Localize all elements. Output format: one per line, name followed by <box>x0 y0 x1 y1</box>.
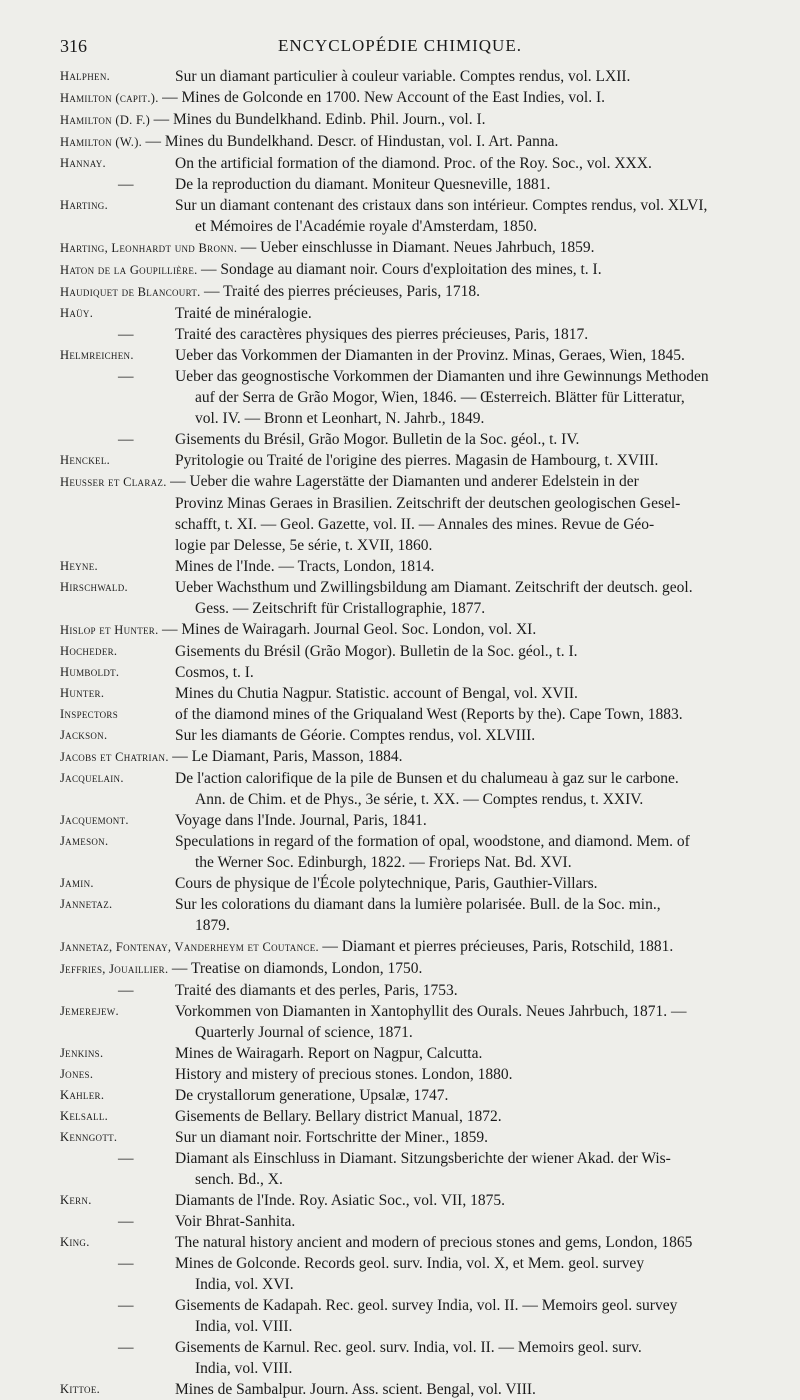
entry-text-line: Gisements de Bellary. Bellary district Manual, 1872. <box>175 1108 502 1125</box>
entry-text-line: The natural history ancient and modern of precious stones and gems, London, 1865 <box>175 1234 693 1251</box>
entry-text-line: — Le Diamant, Paris, Masson, 1884. <box>172 748 403 765</box>
entry-text-line: Speculations in regard of the formation of opal, woodstone, and diamond. Mem. of <box>175 833 690 850</box>
author-name: Kittoe. <box>60 1382 101 1396</box>
entry-body <box>175 324 792 345</box>
bibliography-entry <box>0 980 800 1001</box>
author-name: Hamilton (W.). <box>60 135 146 149</box>
entry-text-line: — Mines du Bundelkhand. Edinb. Phil. Journ., vol. I. <box>153 111 486 128</box>
author-name: Jacobs et Chatrian. <box>60 750 173 764</box>
bibliography-entry <box>0 324 800 345</box>
entry-text-line: Gisements de Karnul. Rec. geol. surv. India, vol. II. — Memoirs geol. surv. <box>175 1339 642 1356</box>
bibliography-entry <box>0 873 800 894</box>
entry-full-text <box>60 87 792 109</box>
ditto-dash: — <box>118 1297 134 1314</box>
author-name: Kern. <box>60 1193 92 1207</box>
entry-text-line: Traité des caractères physiques des pierres précieuses, Paris, 1817. <box>175 326 589 343</box>
entry-text-line: — Mines du Bundelkhand. Descr. of Hindustan, vol. I. Art. Panna. <box>145 133 559 150</box>
bibliography-entry <box>0 831 800 873</box>
entry-body <box>175 683 792 704</box>
bibliography-entry <box>0 1253 800 1295</box>
entry-body <box>175 556 792 577</box>
bibliography-entry <box>0 746 800 768</box>
bibliography-entry <box>0 936 800 958</box>
entry-body <box>175 1001 792 1043</box>
ditto-dash: — <box>118 982 134 999</box>
bibliography-entry <box>0 174 800 195</box>
entry-body <box>175 66 792 87</box>
entry-body <box>175 980 792 1001</box>
entry-text-line: Pyritologie ou Traité de l'origine des pierres. Magasin de Hambourg, t. XVIII. <box>175 452 659 469</box>
entry-full-text <box>60 958 792 980</box>
entry-body <box>175 1127 792 1148</box>
author-name: Harting. <box>60 198 109 212</box>
author-name: Inspectors <box>60 707 119 721</box>
entry-body <box>175 1106 792 1127</box>
entry-text-line: Quarterly Journal of science, 1871. <box>195 1024 413 1041</box>
author-name: Heyne. <box>60 559 98 573</box>
entry-text-line: Gisements du Brésil, Grão Mogor. Bulletin de la Soc. géol., t. IV. <box>175 431 580 448</box>
bibliography-entry <box>0 641 800 662</box>
entry-full-text <box>60 746 792 768</box>
entry-text-line: sench. Bd., X. <box>195 1171 283 1188</box>
entry-text-line: Cosmos, t. I. <box>175 664 254 681</box>
entry-body <box>175 429 792 450</box>
entry-text-line: De crystallorum generatione, Upsalæ, 1747. <box>175 1087 449 1104</box>
entry-text-line: auf der Serra de Grão Mogor, Wien, 1846. — Œsterreich. Blätter für Litteratur, <box>195 389 685 406</box>
author-name: Jemerejew. <box>60 1004 119 1018</box>
entry-text-line: Provinz Minas Geraes in Brasilien. Zeitschrift der deutschen geologischen Gesel- <box>175 495 681 512</box>
entry-text-line: — Treatise on diamonds, London, 1750. <box>171 960 423 977</box>
author-name: Hocheder. <box>60 644 118 658</box>
bibliography-entry <box>0 281 800 303</box>
entry-text-line: Sur un diamant contenant des cristaux dans son intérieur. Comptes rendus, vol. XLVI, <box>175 197 708 214</box>
entry-body <box>175 1043 792 1064</box>
entry-text-line: India, vol. VIII. <box>195 1360 293 1377</box>
entry-text-line: De l'action calorifique de la pile de Bunsen et du chalumeau à gaz sur le carbone. <box>175 770 679 787</box>
entry-body <box>175 1148 792 1190</box>
entry-text-line: the Werner Soc. Edinburgh, 1822. — Frorieps Nat. Bd. XVI. <box>195 854 572 871</box>
entry-text-line: Mines du Chutia Nagpur. Statistic. account of Bengal, vol. XVII. <box>175 685 578 702</box>
author-name: Hannay. <box>60 156 106 170</box>
author-name: Haüy. <box>60 306 94 320</box>
entry-body <box>175 1295 792 1337</box>
entry-text-line: — Traité des pierres précieuses, Paris, 1718. <box>204 283 480 300</box>
bibliography-entry <box>0 894 800 936</box>
entry-text-line: — Diamant et pierres précieuses, Paris, Rotschild, 1881. <box>322 938 674 955</box>
entry-text-line: Traité de minéralogie. <box>175 305 312 322</box>
entry-full-text <box>60 619 792 641</box>
entry-text-line: — Ueber die wahre Lagerstätte der Diamanten und anderer Edelstein in der <box>170 473 639 490</box>
bibliography-entry <box>0 556 800 577</box>
bibliography-entry <box>0 1043 800 1064</box>
bibliography-entry <box>0 450 800 471</box>
entry-text-line: India, vol. XVI. <box>195 1276 294 1293</box>
entry-body <box>175 873 792 894</box>
bibliography-entry <box>0 87 800 109</box>
entry-text-line: et Mémoires de l'Académie royale d'Amsterdam, 1850. <box>195 218 538 235</box>
ditto-dash: — <box>118 1213 134 1230</box>
entry-text-line: Voir Bhrat-Sanhita. <box>175 1213 296 1230</box>
ditto-dash: — <box>118 1150 134 1167</box>
author-name: Hunter. <box>60 686 105 700</box>
entry-full-text <box>60 259 792 281</box>
bibliography-entry <box>0 1379 800 1400</box>
entry-text-line: — Mines de Wairagarh. Journal Geol. Soc. London, vol. XI. <box>161 621 537 638</box>
bibliography-entry <box>0 366 800 429</box>
entry-body <box>175 641 792 662</box>
author-name: Hirschwald. <box>60 580 128 594</box>
entry-text-line: Sur les diamants de Géorie. Comptes rendus, vol. XLVIII. <box>175 727 536 744</box>
entry-body <box>175 1211 792 1232</box>
entry-body <box>175 303 792 324</box>
author-name: Jeffries, Jouaillier. <box>60 962 172 976</box>
bibliography-entry <box>0 1064 800 1085</box>
entry-text-line: Mines de Wairagarh. Report on Nagpur, Calcutta. <box>175 1045 483 1062</box>
bibliography-entry <box>0 1148 800 1190</box>
entry-body <box>175 1190 792 1211</box>
entry-body <box>175 577 792 619</box>
entry-text-line: Sur les colorations du diamant dans la lumière polarisée. Bull. de la Soc. min., <box>175 896 661 913</box>
entry-text-line: Cours de physique de l'École polytechnique, Paris, Gauthier-Villars. <box>175 875 598 892</box>
entry-text-line: 1879. <box>195 917 230 934</box>
author-name: Hislop et Hunter. <box>60 623 162 637</box>
entry-text-line: Gisements de Kadapah. Rec. geol. survey India, vol. II. — Memoirs geol. survey <box>175 1297 678 1314</box>
entry-body <box>175 153 792 174</box>
author-name: Kelsall. <box>60 1109 109 1123</box>
author-name: Harting, Leonhardt und Bronn. <box>60 241 241 255</box>
bibliography-entry <box>0 725 800 746</box>
entry-body <box>175 345 792 366</box>
ditto-dash: — <box>118 1339 134 1356</box>
page-number: 316 <box>60 36 87 56</box>
bibliography-entry <box>0 153 800 174</box>
author-name: Kahler. <box>60 1088 105 1102</box>
entry-text-line: — Sondage au diamant noir. Cours d'exploitation des mines, t. I. <box>201 261 602 278</box>
entry-body <box>175 704 792 725</box>
entry-text-line: Ueber das geognostische Vorkommen der Diamanten und ihre Gewinnungs Methoden <box>175 368 709 385</box>
entry-text-line: Sur un diamant particulier à couleur variable. Comptes rendus, vol. LXII. <box>175 68 631 85</box>
bibliography-entry <box>0 1085 800 1106</box>
entry-text-line: Gess. — Zeitschrift für Cristallographie, 1877. <box>195 600 486 617</box>
ditto-dash: — <box>118 176 134 193</box>
entry-text-line: History and mistery of precious stones. London, 1880. <box>175 1066 513 1083</box>
bibliography-entry <box>0 303 800 324</box>
author-name: Haton de la Goupillière. <box>60 263 202 277</box>
author-name: Halphen. <box>60 69 111 83</box>
bibliography-entry <box>0 662 800 683</box>
author-name: Jannetaz. <box>60 897 113 911</box>
entry-text-line: — Ueber einschlusse in Diamant. Neues Jahrbuch, 1859. <box>240 239 595 256</box>
ditto-dash: — <box>118 326 134 343</box>
bibliography-entry <box>0 66 800 87</box>
entry-text-line: Ueber Wachsthum und Zwillingsbildung am Diamant. Zeitschrift der deutsch. geol. <box>175 579 693 596</box>
entry-text-line: Gisements du Brésil (Grão Mogor). Bulletin de la Soc. géol., t. I. <box>175 643 578 660</box>
entry-text-line: Traité des diamants et des perles, Paris, 1753. <box>175 982 458 999</box>
bibliography-entry <box>0 1337 800 1379</box>
entry-text-line: schafft, t. XI. — Geol. Gazette, vol. II. — Annales des mines. Revue de Géo- <box>175 516 655 533</box>
bibliography-entry <box>0 471 800 556</box>
author-name: Jones. <box>60 1067 94 1081</box>
author-name: Hamilton (capit.). <box>60 91 163 105</box>
author-name: King. <box>60 1235 90 1249</box>
bibliography-entry <box>0 195 800 237</box>
author-name: Jamin. <box>60 876 94 890</box>
entry-body <box>175 1232 792 1253</box>
bibliography-entry <box>0 131 800 153</box>
entry-full-text <box>60 237 792 259</box>
bibliography-entry <box>0 1106 800 1127</box>
author-name: Henckel. <box>60 453 111 467</box>
entry-body <box>175 831 792 873</box>
page-header <box>0 36 800 60</box>
entry-text-line: Vorkommen von Diamanten in Xantophyllit des Ourals. Neues Jahrbuch, 1871. — <box>175 1003 687 1020</box>
entry-body <box>175 810 792 831</box>
entry-full-text <box>60 109 792 131</box>
entry-text-line: of the diamond mines of the Griqualand West (Reports by the). Cape Town, 1883. <box>175 706 683 723</box>
bibliography-entry <box>0 429 800 450</box>
author-name: Haudiquet de Blancourt. <box>60 285 205 299</box>
entry-text-line: Diamant als Einschluss in Diamant. Sitzungsberichte der wiener Akad. der Wis- <box>175 1150 671 1167</box>
entry-text-line: Ann. de Chim. et de Phys., 3e série, t. XX. — Comptes rendus, t. XXIV. <box>195 791 644 808</box>
bibliography-entry <box>0 1127 800 1148</box>
author-name: Heusser et Claraz. <box>60 475 171 489</box>
entry-body <box>175 1253 792 1295</box>
author-name: Jacquelain. <box>60 771 124 785</box>
entry-text-line: — Mines de Golconde en 1700. New Account of the East Indies, vol. I. <box>162 89 606 106</box>
bibliography-entry <box>0 1211 800 1232</box>
entry-body <box>175 366 792 429</box>
entry-text-line: vol. IV. — Bronn et Leonhart, N. Jahrb., 1849. <box>195 410 485 427</box>
entry-body <box>175 1085 792 1106</box>
author-name: Jackson. <box>60 728 108 742</box>
bibliography-entry <box>0 577 800 619</box>
entry-body <box>175 1064 792 1085</box>
bibliography-entry <box>0 345 800 366</box>
entry-text-line: logie par Delesse, 5e série, t. XVII, 1860. <box>175 537 433 554</box>
author-name: Jameson. <box>60 834 109 848</box>
author-name: Jannetaz, Fontenay, Vanderheym et Coutance. <box>60 940 323 954</box>
entry-full-text <box>60 936 792 958</box>
bibliography-entry <box>0 109 800 131</box>
entry-body <box>175 174 792 195</box>
entry-body <box>175 1337 792 1379</box>
ditto-dash: — <box>118 1255 134 1272</box>
author-name: Jenkins. <box>60 1046 104 1060</box>
ditto-dash: — <box>118 368 134 385</box>
ditto-dash: — <box>118 431 134 448</box>
entry-body <box>175 450 792 471</box>
entry-body <box>175 662 792 683</box>
entry-body <box>175 1379 792 1400</box>
entry-body <box>175 195 792 237</box>
entry-text-line: Sur un diamant noir. Fortschritte der Miner., 1859. <box>175 1129 488 1146</box>
entry-text-line: Ueber das Vorkommen der Diamanten in der Provinz. Minas, Geraes, Wien, 1845. <box>175 347 685 364</box>
entry-text-line: Diamants de l'Inde. Roy. Asiatic Soc., vol. VII, 1875. <box>175 1192 505 1209</box>
author-name: Humboldt. <box>60 665 120 679</box>
bibliography-list <box>0 66 800 1400</box>
entry-body <box>175 725 792 746</box>
entry-full-text <box>60 131 792 153</box>
entry-body <box>175 894 792 936</box>
entry-text-line: Mines de Sambalpur. Journ. Ass. scient. Bengal, vol. VIII. <box>175 1381 536 1398</box>
bibliography-entry <box>0 768 800 810</box>
bibliography-entry <box>0 1190 800 1211</box>
bibliography-entry <box>0 810 800 831</box>
author-name: Hamilton (D. F.) <box>60 113 154 127</box>
entry-text-line: Mines de Golconde. Records geol. surv. India, vol. X, et Mem. geol. survey <box>175 1255 645 1272</box>
entry-text-line: Mines de l'Inde. — Tracts, London, 1814. <box>175 558 435 575</box>
bibliography-entry <box>0 619 800 641</box>
bibliography-entry <box>0 683 800 704</box>
bibliography-entry <box>0 237 800 259</box>
entry-full-text <box>60 281 792 303</box>
entry-body <box>175 768 792 810</box>
entry-text-line: De la reproduction du diamant. Moniteur Quesneville, 1881. <box>175 176 551 193</box>
bibliography-entry <box>0 1001 800 1043</box>
bibliography-entry <box>0 1232 800 1253</box>
author-name: Helmreichen. <box>60 348 134 362</box>
bibliography-entry <box>0 259 800 281</box>
entry-text-line: Voyage dans l'Inde. Journal, Paris, 1841. <box>175 812 427 829</box>
author-name: Jacquemont. <box>60 813 129 827</box>
entry-full-text <box>60 471 792 556</box>
bibliography-entry <box>0 1295 800 1337</box>
bibliography-entry <box>0 704 800 725</box>
running-title: ENCYCLOPÉDIE CHIMIQUE. <box>278 36 522 55</box>
bibliography-entry <box>0 958 800 980</box>
entry-text-line: India, vol. VIII. <box>195 1318 293 1335</box>
entry-text-line: On the artificial formation of the diamond. Proc. of the Roy. Soc., vol. XXX. <box>175 155 652 172</box>
author-name: Kenngott. <box>60 1130 118 1144</box>
